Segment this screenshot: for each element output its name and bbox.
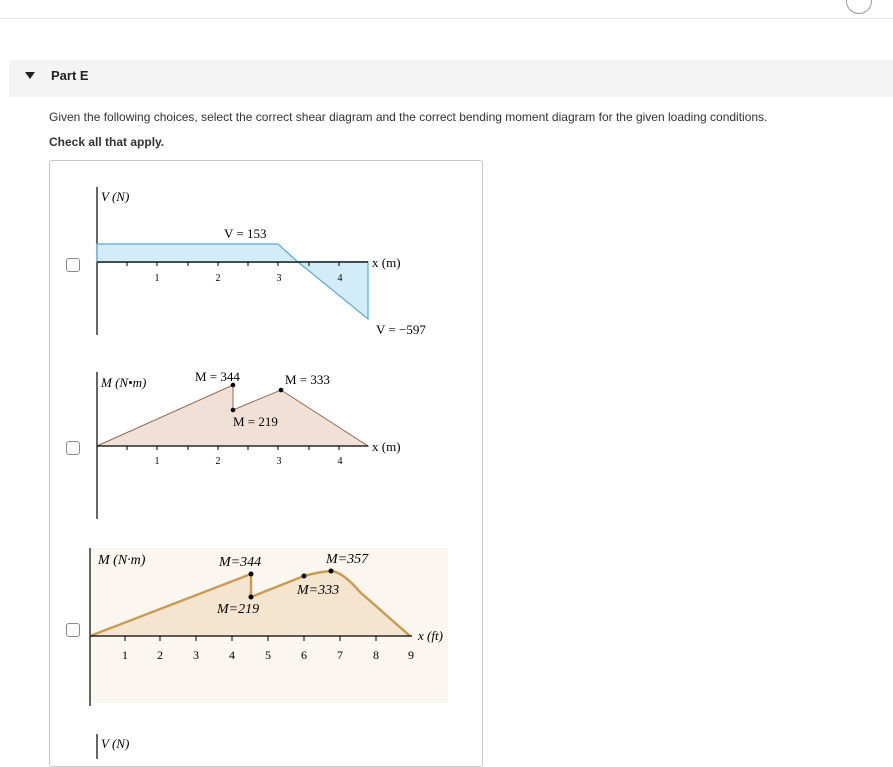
moment-3-tick-1: 1 <box>122 648 128 662</box>
moment-3-tick-5: 5 <box>265 648 271 662</box>
moment-3-tick-6: 6 <box>301 648 307 662</box>
shear-1-positive-area <box>97 244 298 262</box>
check-all-note: Check all that apply. <box>49 135 165 149</box>
moment-diagram-3 <box>90 548 448 706</box>
shear-1-tick-2: 2 <box>215 273 221 284</box>
moment-3-m3-label: M=333 <box>297 583 340 598</box>
moment-2-tick-1: 1 <box>154 456 160 467</box>
moment-3-ylabel: M (N·m) <box>98 553 146 568</box>
moment-2-tick-3: 3 <box>276 456 282 467</box>
moment-3-tick-2: 2 <box>157 648 163 662</box>
moment-2-m2-label: M = 219 <box>233 414 278 429</box>
shear-diagram-4 <box>97 734 129 759</box>
moment-3-m2-label: M=219 <box>217 602 260 617</box>
moment-2-m3-label: M = 333 <box>285 372 330 387</box>
question-instructions: Given the following choices, select the correct shear diagram and the correct bending moment diagram for the given loading conditions. <box>49 110 768 124</box>
shear-1-tick-4: 4 <box>337 273 343 284</box>
shear-1-negative-area <box>298 262 368 319</box>
shear-1-v2-label: V = −597 <box>376 322 426 337</box>
moment-2-m1-label: M = 344 <box>195 369 240 384</box>
moment-2-tick-2: 2 <box>215 456 221 467</box>
moment-2-ylabel: M (N•m) <box>101 375 147 390</box>
moment-3-tick-8: 8 <box>373 648 379 662</box>
shear-1-v1-label: V = 153 <box>224 226 267 241</box>
part-title: Part E <box>51 68 89 83</box>
moment-3-tick-7: 7 <box>337 648 343 662</box>
shear-4-ylabel: V (N) <box>101 736 130 751</box>
moment-3-m1-label: M=344 <box>219 555 262 570</box>
shear-1-tick-3: 3 <box>276 273 282 284</box>
shear-diagram-1 <box>97 187 426 337</box>
moment-3-tick-4: 4 <box>229 648 235 662</box>
moment-3-tick-3: 3 <box>193 648 199 662</box>
moment-2-tick-4: 4 <box>337 456 343 467</box>
moment-3-tick-9: 9 <box>408 648 414 662</box>
shear-1-tick-1: 1 <box>154 273 160 284</box>
shear-1-ylabel: V (N) <box>101 189 130 204</box>
shear-1-xlabel: x (m) <box>372 255 401 270</box>
moment-3-m4-label: M=357 <box>326 552 369 567</box>
moment-diagram-2 <box>97 369 401 519</box>
moment-3-xlabel: x (ft) <box>418 628 443 643</box>
moment-2-xlabel: x (m) <box>372 439 401 454</box>
